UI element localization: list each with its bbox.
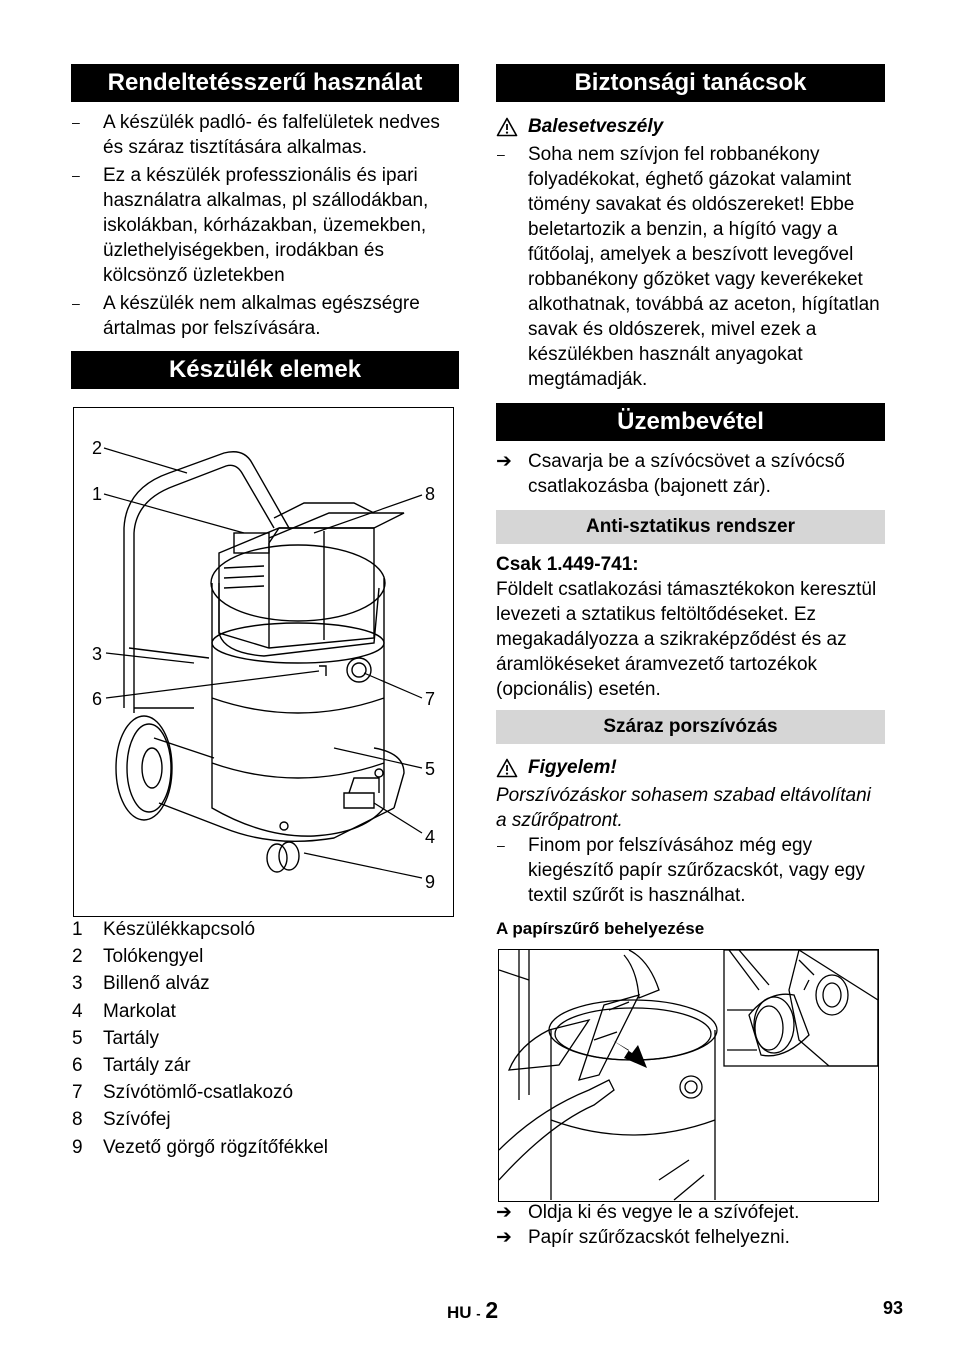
page-number: 93 — [883, 1298, 904, 1318]
dash-bullet: – — [72, 167, 80, 183]
warning-triangle-icon — [496, 758, 518, 778]
intended-use-heading: Rendeltetésszerű használat — [71, 64, 459, 102]
list-item: – A készülék padló- és falfelületek nedves és száraz tisztítására alkalmas. — [72, 112, 440, 158]
elements-heading: Készülék elemek — [71, 351, 459, 389]
list-item: – Ez a készülék professzionális és ipari használatra alkalmas, pl szállodákban, iskolákban, kórházakban, üzemekben, üzlethelyiségekben, irodákban és kölcsönző üzletekben — [72, 165, 429, 286]
startup-heading: Üzembevétel — [496, 403, 885, 441]
legend-row: 5 Tartály — [72, 1027, 159, 1049]
legend-row: 7 Szívótömlő-csatlakozó — [72, 1082, 294, 1104]
antistatic-heading: Anti-sztatikus rendszer — [496, 510, 885, 544]
dash-bullet: – — [72, 114, 80, 130]
safety-heading: Biztonsági tanácsok — [496, 64, 885, 102]
dash-bullet: – — [497, 146, 505, 162]
callout-3: 3 — [92, 644, 103, 664]
dash-bullet: – — [72, 295, 80, 311]
arrow-icon: ➔ — [496, 1202, 512, 1223]
callout-7: 7 — [425, 689, 436, 709]
device-elements-figure — [73, 407, 454, 917]
arrow-icon: ➔ — [496, 1227, 512, 1248]
legend-row: 3 Billenő alváz — [72, 973, 210, 995]
left-column — [71, 64, 459, 389]
footer-language-page: HU - 2 — [447, 1297, 499, 1323]
step-item: ➔ Csavarja be a szívócsövet a szívócső csatlakozásba (bajonett zár). — [496, 451, 845, 497]
right-column — [496, 64, 885, 940]
warning-triangle-icon — [496, 117, 518, 137]
legend-row: 8 Szívófej — [72, 1109, 171, 1131]
paper-filter-illustration — [499, 950, 878, 1201]
elements-legend — [71, 916, 459, 1161]
paper-filter-steps — [496, 1200, 885, 1250]
legend-row: 2 Tolókengyel — [72, 946, 204, 968]
detail-inset — [724, 950, 878, 1066]
legend-row: 4 Markolat — [72, 1000, 176, 1022]
callout-5: 5 — [425, 759, 436, 779]
callout-1: 1 — [92, 484, 103, 504]
paper-filter-heading: A papírszűrő behelyezése — [496, 919, 705, 938]
list-item: – A készülék nem alkalmas egészségre ártalmas por felszívására. — [72, 293, 420, 339]
model-note: Csak 1.449-741: — [496, 554, 639, 575]
legend-row: 6 Tartály zár — [72, 1055, 191, 1077]
callout-6: 6 — [92, 689, 103, 709]
callout-9: 9 — [425, 872, 436, 892]
callout-4: 4 — [425, 827, 436, 847]
accident-warning: Balesetveszély — [496, 114, 885, 139]
callout-2: 2 — [92, 438, 103, 458]
list-item: – Soha nem szívjon fel robbanékony folyadékokat, éghető gázokat valamint tömény savakat és oldószereket! Ebbe beletartozik a benzin, a hígító vagy a fűtőolaj, amelyek a beszívott levegővel robbanékony gőzöket vagy keverékeket alkothatnak, továbbá az aceton, hígítatlan savak és oldószerek, mivel ezek a készülékben használt anyagokat megtámadják. — [497, 144, 880, 390]
legend-row: 9 Vezető görgő rögzítőfékkel — [72, 1136, 328, 1158]
step-item: ➔ Papír szűrőzacskót felhelyezni. — [496, 1227, 790, 1248]
list-item: – Finom por felszívásához még egy kiegészítő papír szűrőzacskót, vagy egy textil szűrőt is használhat. — [497, 835, 865, 906]
paper-filter-figure — [498, 949, 879, 1202]
legend-row: 1 Készülékkapcsoló — [72, 919, 256, 940]
callout-8: 8 — [425, 484, 436, 504]
attention-warning: Figyelem! — [496, 755, 885, 780]
antistatic-text: Földelt csatlakozási támasztékokon keresztül levezeti a sztatikus feltöltődéseket. Ez megakadályozza a szikraképződést és az áramlökéseket áramvezető tartozékok (opcionális) esetén. — [496, 579, 877, 700]
dash-bullet: – — [497, 837, 505, 853]
vacuum-cleaner-illustration — [74, 408, 453, 916]
arrow-icon: ➔ — [496, 451, 512, 472]
step-item: ➔ Oldja ki és vegye le a szívófejet. — [496, 1202, 800, 1223]
attention-note: Porszívózáskor sohasem szabad eltávolítani a szűrőpatront. — [496, 785, 871, 831]
dry-vacuum-heading: Száraz porszívózás — [496, 710, 885, 744]
